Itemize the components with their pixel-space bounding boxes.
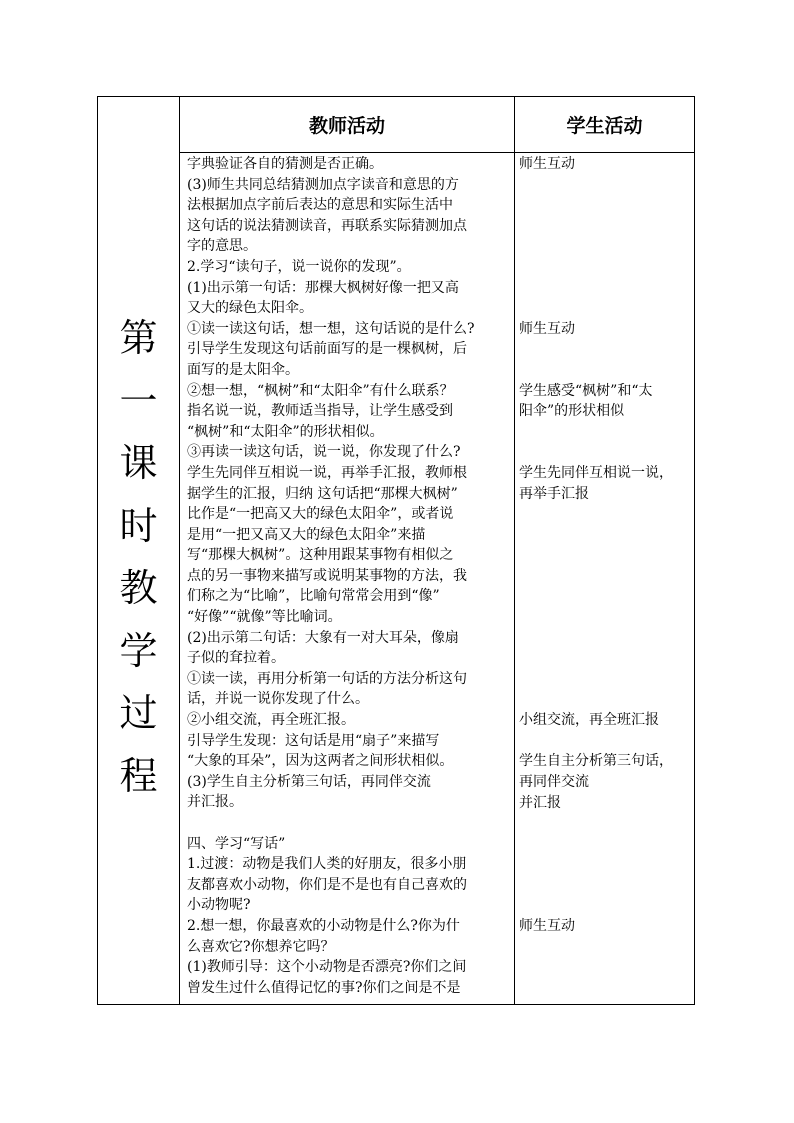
- section-title-char: 过: [119, 691, 158, 735]
- teacher-text-line: (3)师生共同总结猜测加点字读音和意思的方: [187, 176, 459, 193]
- teacher-text-line: 学生先同伴互相说一说，再举手汇报，教师根: [187, 464, 467, 481]
- student-text-line: 阳伞”的形状相似: [519, 403, 625, 420]
- column-divider-left: [179, 97, 180, 1004]
- student-activity-block: [519, 154, 575, 175]
- student-activity-block: [519, 916, 575, 937]
- lesson-plan-table: [97, 96, 695, 1005]
- header-divider: [179, 152, 694, 153]
- student-activity-block: [519, 751, 673, 813]
- teacher-activity-content: [187, 154, 609, 998]
- student-text-line: 师生互动: [519, 320, 575, 337]
- teacher-text-line: ②小组交流，再全班汇报。: [187, 712, 355, 729]
- teacher-text-line: 是用“一把又高又大的绿色太阳伞”来描: [187, 526, 426, 543]
- teacher-text-line: 指名说一说，教师适当指导，让学生感受到: [187, 403, 453, 420]
- teacher-activity-header: 教师活动: [308, 115, 385, 137]
- section-title-char: 第: [119, 316, 158, 360]
- section-title-vertical: [98, 307, 179, 807]
- teacher-text-line: 曾发生过什么值得记忆的事?你们之间是不是: [187, 979, 461, 996]
- teacher-text-line: 字典验证各自的猜测是否正确。: [187, 156, 383, 172]
- student-activity-block: [519, 463, 673, 504]
- teacher-text-line: ③再读一读这句话，说一说，你发现了什么?: [187, 444, 461, 461]
- student-text-line: 再举手汇报: [519, 485, 589, 502]
- teacher-text-line: 1.过渡：动物是我们人类的好朋友，很多小朋: [187, 856, 467, 873]
- student-text-line: 学生感受“枫树”和“太: [519, 382, 653, 399]
- student-text-line: 师生互动: [519, 918, 575, 935]
- teacher-text-line: 写“那棵大枫树”。这种用跟某事物有相似之: [187, 547, 454, 564]
- student-text-line: 学生自主分析第三句话，: [519, 753, 673, 770]
- teacher-text-line: 法根据加点字前后表达的意思和实际生活中: [187, 197, 453, 214]
- teacher-text-line: “好像”“就像”等比喻词。: [187, 609, 342, 626]
- teacher-text-line: (2)出示第二句话：大象有一对大耳朵，像扇: [187, 629, 459, 646]
- teacher-text-line: 字的意思。: [187, 238, 257, 255]
- teacher-text-line: ①读一读这句话，想一想，这句话说的是什么?: [187, 320, 475, 337]
- teacher-text-line: 2.想一想，你最喜欢的小动物是什么?你为什: [187, 917, 460, 934]
- section-title-char: 学: [119, 628, 158, 673]
- teacher-text-line: 并汇报。: [187, 794, 243, 811]
- teacher-text-line: 友都喜欢小动物，你们是不是也有自己喜欢的: [187, 876, 467, 893]
- section-title-char: 时: [119, 503, 158, 548]
- student-activity-header: 学生活动: [566, 115, 643, 137]
- teacher-text-line: 比作是“一把高又大的绿色太阳伞”，或者说: [187, 506, 454, 523]
- student-activity-block: [519, 319, 575, 340]
- student-text-line: 学生先同伴互相说一说，: [519, 465, 673, 481]
- blank-line: [187, 813, 609, 834]
- section-title-char: 课: [119, 441, 158, 485]
- student-text-line: 再同伴交流: [519, 773, 589, 790]
- section-title-char: 一: [119, 378, 158, 423]
- teacher-text-line: 引导学生发现：这句话是用“扇子”来描写: [187, 732, 440, 749]
- teacher-text-line: 小动物呢?: [187, 897, 251, 914]
- student-activity-block: [519, 710, 659, 731]
- section-title-char: 程: [119, 753, 158, 798]
- teacher-text-line: 据学生的汇报，归纳 这句话把“那棵大枫树”: [187, 485, 458, 502]
- teacher-text-line: “枫树”和“太阳伞”的形状相似。: [187, 423, 384, 440]
- teacher-text-line: 又大的绿色太阳伞。: [187, 300, 313, 317]
- student-activity-block: [519, 381, 652, 422]
- teacher-text-line: 四、学习“写话”: [187, 835, 286, 852]
- teacher-text-line: (3)学生自主分析第三句话，再同伴交流: [187, 773, 431, 790]
- section-title-char: 教: [119, 566, 158, 610]
- teacher-text-line: 么喜欢它?你想养它吗？: [187, 938, 335, 955]
- student-text-line: 并汇报: [519, 794, 561, 811]
- teacher-text-line: 们称之为“比喻”，比喻句常常会用到“像”: [187, 588, 440, 605]
- teacher-text-line: (1)教师引导：这个小动物是否漂亮?你们之间: [187, 959, 467, 976]
- teacher-text-line: 2.学习“读句子，说一说你的发现”。: [187, 258, 411, 275]
- teacher-text-line: 这句话的说法猜测读音，再联系实际猜测加点: [187, 217, 467, 234]
- teacher-text-line: 引导学生发现这句话前面写的是一棵枫树，后: [187, 341, 467, 358]
- teacher-text-line: 点的另一事物来描写或说明某事物的方法，我: [187, 567, 467, 584]
- teacher-text-line: 话，并说一说你发现了什么。: [187, 691, 369, 708]
- teacher-text-line: ①读一读，再用分析第一句话的方法分析这句: [187, 670, 467, 687]
- teacher-text-line: (1)出示第一句话：那棵大枫树好像一把又高: [187, 279, 459, 296]
- teacher-text-line: ②想一想，“枫树”和“太阳伞”有什么联系？: [187, 382, 454, 399]
- teacher-text-line: “大象的耳朵”，因为这两者之间形状相似。: [187, 753, 454, 770]
- teacher-text-line: 面写的是太阳伞。: [187, 361, 299, 378]
- teacher-text-line: 子似的耷拉着。: [187, 650, 285, 667]
- student-text-line: 师生互动: [519, 156, 575, 172]
- student-text-line: 小组交流，再全班汇报: [519, 712, 659, 729]
